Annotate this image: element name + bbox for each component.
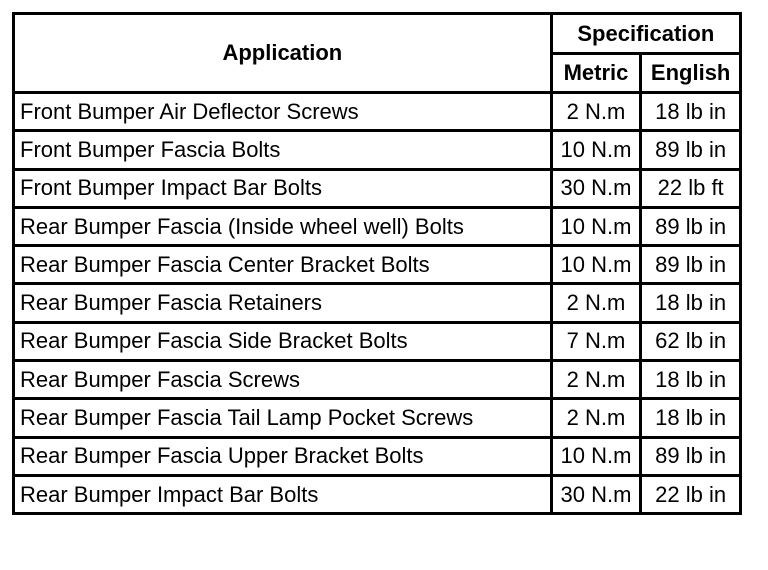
metric-cell: 30 N.m: [551, 475, 641, 513]
table-row: [14, 169, 741, 207]
english-cell: 22 lb ft: [641, 169, 741, 207]
metric-cell: 2 N.m: [551, 93, 641, 131]
application-cell: Rear Bumper Fascia Side Bracket Bolts: [14, 322, 552, 360]
table-row: [14, 246, 741, 284]
application-cell: Rear Bumper Fascia Center Bracket Bolts: [14, 246, 552, 284]
metric-cell: 10 N.m: [551, 207, 641, 245]
application-cell: Rear Bumper Fascia Retainers: [14, 284, 552, 322]
metric-cell: 30 N.m: [551, 169, 641, 207]
table-row: [14, 322, 741, 360]
table-row: [14, 361, 741, 399]
metric-header: Metric: [551, 54, 641, 93]
english-cell: 18 lb in: [641, 361, 741, 399]
application-cell: Front Bumper Impact Bar Bolts: [14, 169, 552, 207]
header-row-top: [14, 14, 741, 54]
metric-cell: 10 N.m: [551, 437, 641, 475]
specification-header: Specification: [551, 14, 740, 54]
application-cell: Front Bumper Fascia Bolts: [14, 131, 552, 169]
application-cell: Rear Bumper Fascia Tail Lamp Pocket Screws: [14, 399, 552, 437]
table-row: [14, 475, 741, 513]
fastener-specification-table: [12, 12, 742, 515]
table-row: [14, 93, 741, 131]
english-cell: 89 lb in: [641, 246, 741, 284]
english-cell: 89 lb in: [641, 131, 741, 169]
table-row: [14, 207, 741, 245]
english-header: English: [641, 54, 741, 93]
metric-cell: 10 N.m: [551, 131, 641, 169]
table-row: [14, 131, 741, 169]
english-cell: 22 lb in: [641, 475, 741, 513]
english-cell: 89 lb in: [641, 207, 741, 245]
metric-cell: 10 N.m: [551, 246, 641, 284]
english-cell: 18 lb in: [641, 399, 741, 437]
english-cell: 89 lb in: [641, 437, 741, 475]
english-cell: 18 lb in: [641, 284, 741, 322]
metric-cell: 2 N.m: [551, 361, 641, 399]
application-header: Application: [14, 14, 552, 93]
application-cell: Rear Bumper Impact Bar Bolts: [14, 475, 552, 513]
table-row: [14, 437, 741, 475]
metric-cell: 7 N.m: [551, 322, 641, 360]
metric-cell: 2 N.m: [551, 284, 641, 322]
table-row: [14, 284, 741, 322]
english-cell: 18 lb in: [641, 93, 741, 131]
metric-cell: 2 N.m: [551, 399, 641, 437]
application-cell: Front Bumper Air Deflector Screws: [14, 93, 552, 131]
application-cell: Rear Bumper Fascia (Inside wheel well) Bolts: [14, 207, 552, 245]
english-cell: 62 lb in: [641, 322, 741, 360]
table-row: [14, 399, 741, 437]
application-cell: Rear Bumper Fascia Screws: [14, 361, 552, 399]
application-cell: Rear Bumper Fascia Upper Bracket Bolts: [14, 437, 552, 475]
